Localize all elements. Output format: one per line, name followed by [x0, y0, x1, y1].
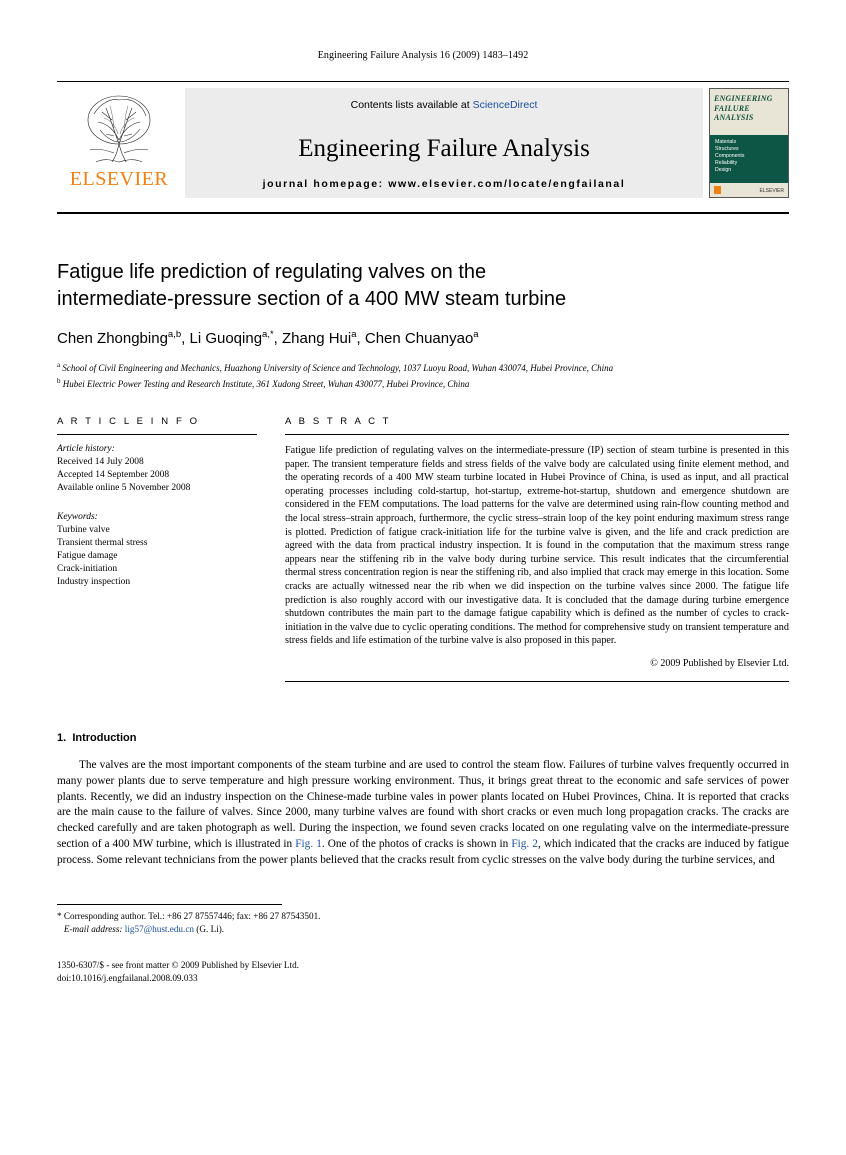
section-number: 1. — [57, 731, 67, 744]
email-suffix: (G. Li). — [194, 923, 225, 934]
author-name: Chen Zhongbing — [57, 330, 168, 347]
journal-cover-thumbnail — [709, 88, 789, 198]
figure-reference-1[interactable]: Fig. 1 — [295, 837, 322, 850]
affiliation-marker: b — [57, 376, 61, 385]
affiliation-marker: a — [57, 361, 61, 369]
issn-line: 1350-6307/$ - see front matter © 2009 Published by Elsevier Ltd. — [57, 960, 299, 971]
journal-title: Engineering Failure Analysis — [298, 134, 590, 162]
running-head: Engineering Failure Analysis 16 (2009) 1483–1492 — [317, 50, 529, 61]
abstract-text: Fatigue life prediction of regulating valves on the intermediate-pressure (IP) section of steam turbine is presented in this paper. The transient temperature fields and stress fields of the valve body are calculated using finite element method, and the operating records of a 400 MW steam turbine located in Hubei Province of China, is used as input, and all practical operating processes including cold-startup, hot-startup, extreme-hot-startup, shutdown and emergence shutdown are considered in the FEM computations. The load patterns for the valve are determined using rain-flow counting method and the local stress–strain approach, furthermore, the cyclic stress–strain loop of the key point enduring maximum stress range is plotted. Prediction of fatigue crack-initiation life for the turbine valve is given, and the life and crack prediction are agreed with the data from practical industry inspection. It is found in the computation that the maximum stress range appears near the stiffening rib in the valve body during turbine service. This result indicates that the circumferential thermal stress concentration region is near the stiffening rib, and also implied that crack may emerge in this location. Some cracks are actually witnessed near the rib when we did inspection on the turbine valves since 2000. The fatigue life prediction is also roughly accord with our investigative data. It is concluded that the damage during turbine emergence shutdown contributes the main part to the damage fatigue capability which is defined as the number of cycles to crack-initiation in the valve due to cyclic operating conditions. The method for comprehensive study on transient temperature and stress fields and life estimation of the turbine valve is also proposed in this paper. — [285, 445, 789, 647]
email-note — [57, 923, 789, 936]
cover-title-line-3: ANALYSIS — [714, 113, 754, 122]
article-history-label: Article history: — [57, 444, 115, 454]
footnote-block — [57, 910, 789, 935]
author-affil-marker: a,* — [262, 329, 274, 340]
author-name: Chen Chuanyao — [364, 330, 474, 347]
doi-line: doi:10.1016/j.engfailanal.2008.09.033 — [57, 972, 198, 983]
contents-prefix: Contents lists available at — [350, 99, 473, 111]
cover-publisher-label: ELSEVIER — [759, 188, 784, 194]
keyword-item: Transient thermal stress — [57, 538, 148, 548]
sciencedirect-link[interactable]: ScienceDirect — [472, 99, 538, 111]
email-label: E-mail address: — [63, 923, 125, 934]
elsevier-wordmark: ELSEVIER — [69, 168, 169, 190]
affiliations — [57, 359, 789, 390]
author-name: Zhang Hui — [282, 330, 352, 347]
elsevier-tree-icon — [76, 90, 162, 166]
cover-title-block — [710, 89, 788, 135]
article-history-item: Accepted 14 September 2008 — [57, 470, 170, 480]
abstract-copyright: © 2009 Published by Elsevier Ltd. — [650, 657, 789, 669]
cover-topic: Reliability — [715, 160, 738, 166]
cover-topic: Structures — [715, 146, 739, 152]
author-name: Li Guoqing — [189, 330, 263, 347]
cover-title-line-2: FAILURE — [714, 103, 750, 113]
keyword-item: Fatigue damage — [57, 551, 118, 561]
article-info-column — [57, 416, 285, 682]
title-line-2: intermediate-pressure section of a 400 MW steam turbine — [57, 288, 567, 310]
introduction-paragraph — [57, 758, 789, 869]
paragraph-part-3: , which indicated that the cracks are induced by fatigue process. Some relevant technicians from the power plants believed that the cracks result from cyclic stresses on the valve body during the turbine services, and — [57, 837, 789, 866]
abstract-bottom-rule — [285, 681, 789, 682]
footnote-rule — [57, 904, 282, 905]
cover-elsevier-mark-icon — [714, 186, 721, 194]
section-heading — [57, 732, 789, 744]
title-line-1: Fatigue life prediction of regulating valves on the — [57, 261, 487, 283]
cover-footer — [710, 183, 788, 197]
keyword-item: Turbine valve — [57, 525, 110, 535]
cover-topic: Components — [715, 153, 745, 159]
email-link[interactable]: lig57@hust.edu.cn — [124, 923, 194, 934]
corresponding-author-note: * Corresponding author. Tel.: +86 27 87557446; fax: +86 27 87543501. — [57, 911, 321, 922]
article-info-heading: A R T I C L E I N F O — [57, 416, 200, 427]
affiliation-text: School of Civil Engineering and Mechanics, Huazhong University of Science and Technology, 1037 Luoyu Road, Wuhan 430074, Hubei Province, China — [62, 363, 614, 373]
keyword-item: Industry inspection — [57, 577, 131, 587]
journal-masthead — [57, 81, 789, 206]
figure-reference-2[interactable]: Fig. 2 — [511, 837, 538, 850]
journal-band — [185, 88, 703, 198]
page-footer — [57, 959, 789, 984]
keywords-label: Keywords: — [57, 512, 98, 522]
article-info-rule — [57, 434, 257, 435]
affiliation-item — [57, 359, 789, 375]
paragraph-part-2: . One of the photos of cracks is shown in — [321, 837, 512, 850]
info-abstract-area — [57, 416, 789, 682]
author-affil-marker: a — [351, 329, 357, 340]
page-title — [57, 259, 789, 313]
masthead-divider — [57, 212, 789, 214]
article-history-item: Available online 5 November 2008 — [57, 483, 191, 493]
keyword-item: Crack-initiation — [57, 564, 118, 574]
section-title-text: Introduction — [72, 731, 137, 744]
author-affil-marker: a,b — [167, 329, 182, 340]
abstract-rule — [285, 434, 789, 435]
affiliation-item — [57, 375, 789, 391]
affiliation-text: Hubei Electric Power Testing and Research Institute, 361 Xudong Street, Wuhan 430077, Hubei Province, China — [62, 378, 470, 389]
elsevier-logo — [57, 88, 181, 206]
cover-topic: Design — [715, 167, 732, 173]
author-affil-marker: a — [473, 329, 479, 340]
cover-topic: Materials — [715, 139, 737, 145]
journal-homepage[interactable]: journal homepage: www.elsevier.com/locate/engfailanal — [262, 178, 626, 190]
paragraph-part-1: The valves are the most important components of the steam turbine and are used to control the steam flow. Failures of turbine valves frequently occurred in many power plants due to serve temperature and high pressure working environment. Thus, it brings great threat to the economic and safe services of power plants. Recently, we did an industry inspection on the Chinese-made turbine vales in power plants located on Hubei Provinces, China. It is reported that cracks are the main cause to the failure of valves. Since 2000, many turbine valves are found with short cracks or even much long propagation cracks. The cracks are checked carefully and are taken photograph as well. During the inspection, we found seven cracks located on one regulating valve on the intermediate-pressure section of a 400 MW turbine, which is illustrated in — [57, 758, 789, 850]
cover-title-line-1: ENGINEERING — [714, 94, 773, 103]
abstract-column — [285, 416, 789, 682]
author-list: Chen Zhongbing$^{a,b}$, Li Guoqing$^{a,*}$, Zhang Hui$^a$, Chen Chuanyao$^a$ — [57, 329, 479, 347]
article-history-item: Received 14 July 2008 — [57, 457, 144, 467]
abstract-heading: A B S T R A C T — [285, 416, 392, 427]
contents-available-line — [185, 88, 703, 111]
cover-topics-list — [710, 135, 788, 178]
